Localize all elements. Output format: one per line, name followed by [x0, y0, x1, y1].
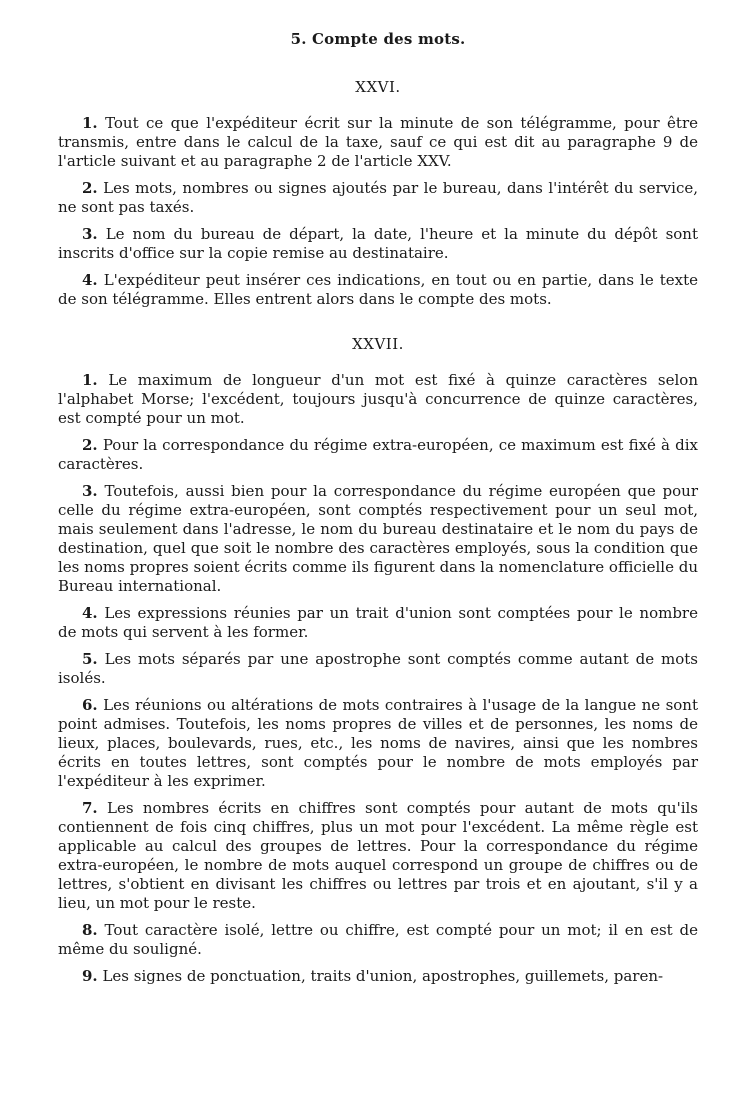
- paragraph-number: 4.: [82, 604, 98, 622]
- paragraph-number: 7.: [82, 799, 98, 817]
- paragraph-number: 4.: [82, 271, 98, 289]
- paragraph-number: 5.: [82, 650, 98, 668]
- paragraph-text: Pour la correspondance du régime extra-européen, ce maximum est fixé à dix caractères.: [58, 436, 698, 473]
- paragraph-text: Le nom du bureau de départ, la date, l'heure et la minute du dépôt sont inscrits d'office sur la copie remise au destinataire.: [58, 225, 698, 262]
- paragraph-text: Les mots séparés par une apostrophe sont comptés comme autant de mots isolés.: [58, 650, 698, 687]
- paragraph-number: 1.: [82, 114, 98, 132]
- paragraph-text: L'expéditeur peut insérer ces indications, en tout ou en partie, dans le texte de son télégramme. Elles entrent alors dans le compte des mots.: [58, 271, 698, 308]
- paragraph: [58, 225, 698, 263]
- article-heading: XXVI.: [355, 78, 401, 96]
- paragraph-number: 2.: [82, 436, 98, 454]
- paragraph-number: 9.: [82, 967, 98, 985]
- paragraph: [58, 436, 698, 474]
- paragraph-text: Tout caractère isolé, lettre ou chiffre, est compté pour un mot; il en est de même du souligné.: [58, 921, 698, 958]
- paragraph: [58, 179, 698, 217]
- paragraph: [58, 650, 698, 688]
- paragraph-text: Toutefois, aussi bien pour la correspondance du régime européen que pour celle du régime extra-européen, sont comptés respectivement pour un seul mot, mais seulement dans l'adresse, le nom du bureau destinataire et le nom du pays de destination, quel que soit le nombre des caractères employés, sous la condition que les noms propres soient écrits comme ils figurent dans la nomenclature officielle du Bureau international.: [58, 482, 698, 595]
- article-xxvii: [58, 335, 698, 986]
- paragraph-text: Les mots, nombres ou signes ajoutés par le bureau, dans l'intérêt du service, ne sont pas taxés.: [58, 179, 698, 216]
- paragraph-text: Les expressions réunies par un trait d'union sont comptées pour le nombre de mots qui servent à les former.: [58, 604, 698, 641]
- section-title: 5. Compte des mots.: [290, 30, 466, 48]
- paragraph-number: 1.: [82, 371, 98, 389]
- article-heading: XXVII.: [352, 335, 404, 353]
- paragraph-number: 2.: [82, 179, 98, 197]
- paragraph: [58, 604, 698, 642]
- article-xxvi: [58, 78, 698, 309]
- paragraph-text: Tout ce que l'expéditeur écrit sur la minute de son télégramme, pour être transmis, entre dans le calcul de la taxe, sauf ce qui est dit au paragraphe 9 de l'article suivant et au paragraphe 2 de l'article XXV.: [58, 114, 698, 170]
- paragraph-text: Les nombres écrits en chiffres sont comptés pour autant de mots qu'ils contiennent de fois cinq chiffres, plus un mot pour l'excédent. La même règle est applicable au calcul des groupes de lettres. Pour la correspondance du régime extra-européen, le nombre de mots auquel correspond un groupe de chiffres ou de lettres, s'obtient en divisant les chiffres ou lettres par trois et en ajoutant, s'il y a lieu, un mot pour le reste.: [58, 799, 698, 912]
- paragraph: [58, 482, 698, 596]
- paragraph-number: 3.: [82, 482, 98, 500]
- paragraph-text: Les signes de ponctuation, traits d'union, apostrophes, guillemets, paren-: [102, 967, 664, 985]
- paragraph: [58, 967, 698, 986]
- paragraph: [58, 696, 698, 791]
- paragraph-text: Les réunions ou altérations de mots contraires à l'usage de la langue ne sont point admises. Toutefois, les noms propres de villes et de personnes, les noms de lieux, places, boulevards, rues, etc., les noms de navires, ainsi que les nombres écrits en toutes lettres, sont comptés pour le nombre de mots employés par l'expéditeur à les exprimer.: [58, 696, 698, 790]
- paragraph: [58, 271, 698, 309]
- paragraph-number: 8.: [82, 921, 98, 939]
- paragraph: [58, 371, 698, 428]
- paragraph-number: 6.: [82, 696, 98, 714]
- paragraph: [58, 921, 698, 959]
- paragraph-number: 3.: [82, 225, 98, 243]
- paragraph: [58, 799, 698, 913]
- paragraph-text: Le maximum de longueur d'un mot est fixé à quinze caractères selon l'alphabet Morse; l'excédent, toujours jusqu'à concurrence de quinze caractères, est compté pour un mot.: [58, 371, 698, 427]
- paragraph: [58, 114, 698, 171]
